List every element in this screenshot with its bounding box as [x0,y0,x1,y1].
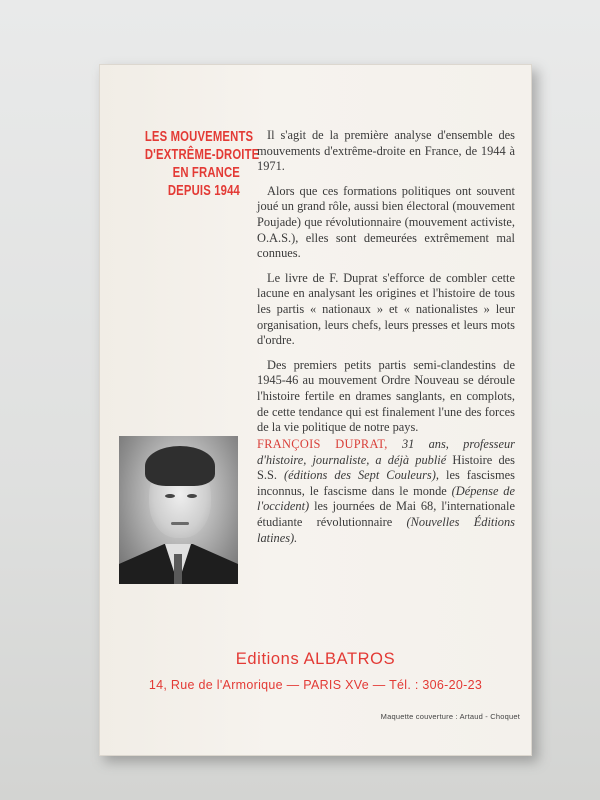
bio-text: Histoire des S.S. [257,452,515,483]
blurb-paragraph: Des premiers petits partis semi-clandestins de 1945-46 au mouvement Ordre Nouveau se déroule l'histoire fertile en drames sanglants, en complots, de cette tendance qui est finalement l'une des forces de la vie politique de notre pays. [257,357,515,435]
title-line: LES MOUVEMENTS [144,129,254,145]
bio-text: (Nouvelles Éditions latines). [257,514,516,545]
blurb-paragraph: Alors que ces formations politiques ont souvent joué un grand rôle, aussi bien électoral (mouvement Poujade) que révolutionnaire (mouvement activiste, O.A.S.), elles sont demeurées extrêmement mal connues. [257,183,515,261]
publisher-name: Editions ALBATROS [235,650,396,668]
bio-text: (éditions des Sept Couleurs), [284,468,439,483]
author-bio [257,437,515,546]
title-line: DEPUIS 1944 [167,183,240,199]
bio-text: les fascismes inconnus, le fascisme dans le monde [257,468,515,498]
bio-text: (Dépense de l'occident) [257,483,515,514]
bio-text: 31 ans, professeur d'histoire, journaliste, a déjà publié [257,437,515,467]
author-name: FRANÇOIS DUPRAT, [257,437,388,451]
bio-text: les journées de Mai 68, l'internationale étudiante révolutionnaire [257,499,515,529]
title-line: D'EXTRÊME-DROITE [144,147,260,163]
cover-credit: Maquette couverture : Artaud - Choquet [380,712,520,721]
publisher-address: 14, Rue de l'Armorique — PARIS XVe — Tél. : 306-20-23 [148,678,483,692]
title-line: EN FRANCE [172,165,240,181]
blurb-paragraph: Le livre de F. Duprat s'efforce de combler cette lacune en analysant les origines et l'histoire de tous les partis « nationaux » et « nationalistes » leur organisation, leurs chefs, leurs presses et leurs mots d'ordre. [257,270,515,348]
blurb [257,128,515,445]
book-title [144,128,260,200]
author-photo [119,436,238,584]
blurb-paragraph: Il s'agit de la première analyse d'ensemble des mouvements d'extrême-droite en France, de 1944 à 1971. [257,128,515,174]
